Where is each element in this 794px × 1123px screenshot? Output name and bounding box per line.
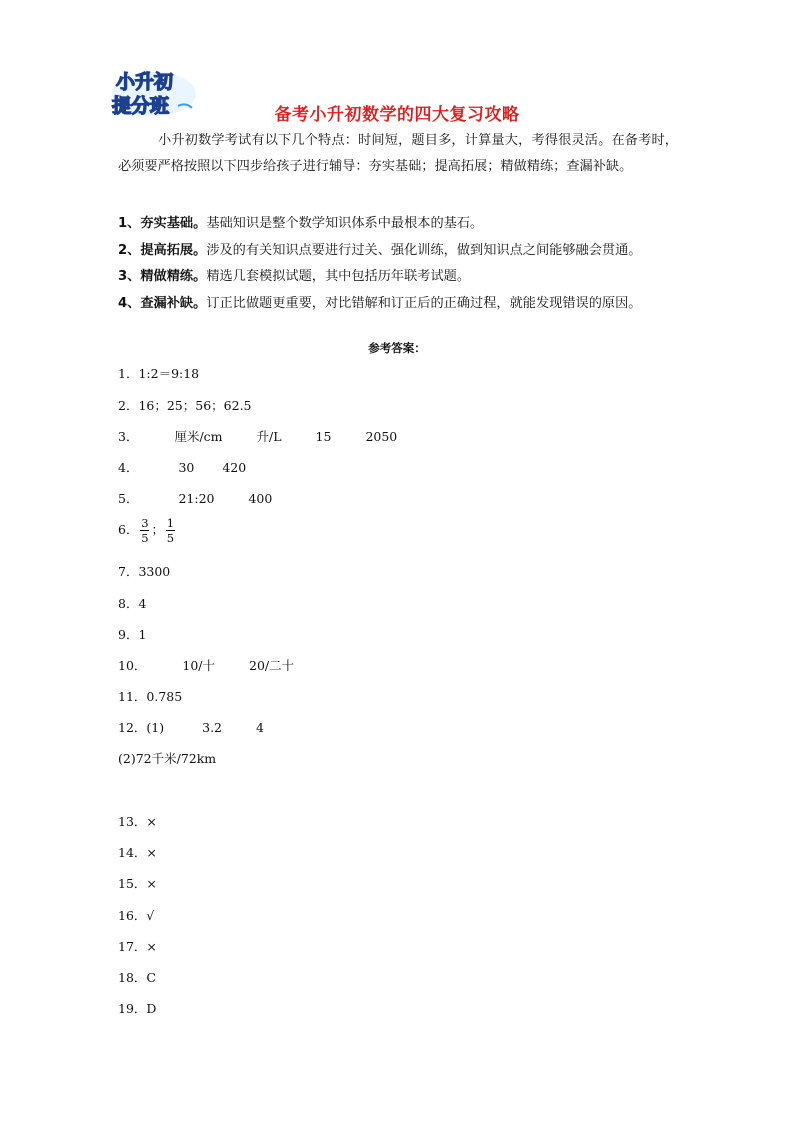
fraction-denominator: 5: [141, 531, 149, 545]
fraction: [140, 516, 149, 545]
answer-15: 15．×: [118, 876, 157, 891]
answer-number: 3．: [118, 429, 139, 444]
answer-value: 15: [315, 429, 332, 444]
answer-value: 2050: [365, 429, 398, 444]
answer-12-part-2: (2)72千米/72km: [118, 751, 217, 766]
answer-1: 1．1:2＝9:18: [118, 366, 200, 381]
answer-number: 4．: [118, 460, 139, 475]
answer-14: 14．×: [118, 845, 157, 860]
point-body: 基础知识是整个数学知识体系中最根本的基石。: [206, 216, 484, 231]
fraction: [166, 516, 175, 545]
point-heading: 精做精练。: [140, 269, 207, 284]
answer-value: 20/二十: [249, 658, 295, 673]
point-3: [118, 265, 698, 284]
answer-value: 厘米/cm: [174, 429, 223, 444]
answer-13: 13．×: [118, 814, 157, 829]
svg-text:提分班: 提分班: [112, 95, 170, 117]
point-heading: 提高拓展。: [140, 243, 207, 258]
separator: ；: [151, 522, 164, 537]
answer-value: 10/十: [182, 658, 216, 673]
answer-4: [118, 458, 246, 476]
answer-8: 8．4: [118, 596, 147, 611]
point-4: [118, 292, 698, 311]
point-heading: 查漏补缺。: [140, 296, 207, 311]
answer-6: [118, 516, 177, 545]
point-heading: 夯实基础。: [140, 216, 207, 231]
svg-text:小升初: 小升初: [116, 71, 174, 93]
point-number: 2、: [118, 243, 141, 258]
answers-heading: 参考答案：: [368, 341, 426, 355]
answer-value: 30: [178, 460, 195, 475]
answer-10: [118, 656, 294, 674]
answer-16: 16．√: [118, 908, 155, 923]
answer-19: 19．D: [118, 1001, 157, 1016]
fraction-numerator: 3: [141, 516, 149, 530]
answer-value: 400: [248, 491, 273, 506]
point-2: [118, 239, 698, 258]
answer-value: 3.2: [202, 720, 223, 735]
intro-paragraph: 小升初数学考试有以下几个特点：时间短，题目多，计算量大，考得很灵活。在备考时，必须要严格按照以下四步给孩子进行辅导：夯实基础；提高拓展；精做精练；查漏补缺。: [118, 133, 678, 174]
answer-number: 5．: [118, 491, 139, 506]
point-number: 1、: [118, 216, 141, 231]
answer-value: 420: [222, 460, 247, 475]
answer-value: 升/L: [256, 429, 282, 444]
answer-7: 7．3300: [118, 564, 171, 579]
answer-2: 2．16；25；56；62.5: [118, 398, 252, 413]
answer-12: [118, 718, 264, 736]
answer-value: 21:20: [178, 491, 215, 506]
answer-number: 10．: [118, 658, 147, 673]
point-number: 3、: [118, 269, 141, 284]
answer-number: 12．(1): [118, 720, 165, 735]
answer-17: 17．×: [118, 939, 157, 954]
page-title: 备考小升初数学的四大复习攻略: [274, 105, 520, 125]
point-body: 涉及的有关知识点要进行过关、强化训练，做到知识点之间能够融会贯通。: [206, 243, 642, 258]
answer-11: 11．0.785: [118, 689, 183, 704]
answer-9: 9．1: [118, 627, 147, 642]
answer-3: [118, 427, 397, 445]
point-body: 精选几套模拟试题，其中包括历年联考试题。: [206, 269, 471, 284]
answer-value: 4: [256, 720, 264, 735]
answer-5: [118, 489, 272, 507]
answer-18: 18．C: [118, 970, 156, 985]
point-number: 4、: [118, 296, 141, 311]
fraction-numerator: 1: [166, 516, 175, 530]
point-body: 订正比做题更重要，对比错解和订正后的正确过程，就能发现错误的原因。: [206, 296, 642, 311]
point-1: [118, 212, 698, 231]
answer-number: 6．: [118, 522, 139, 537]
fraction-denominator: 5: [166, 531, 175, 545]
